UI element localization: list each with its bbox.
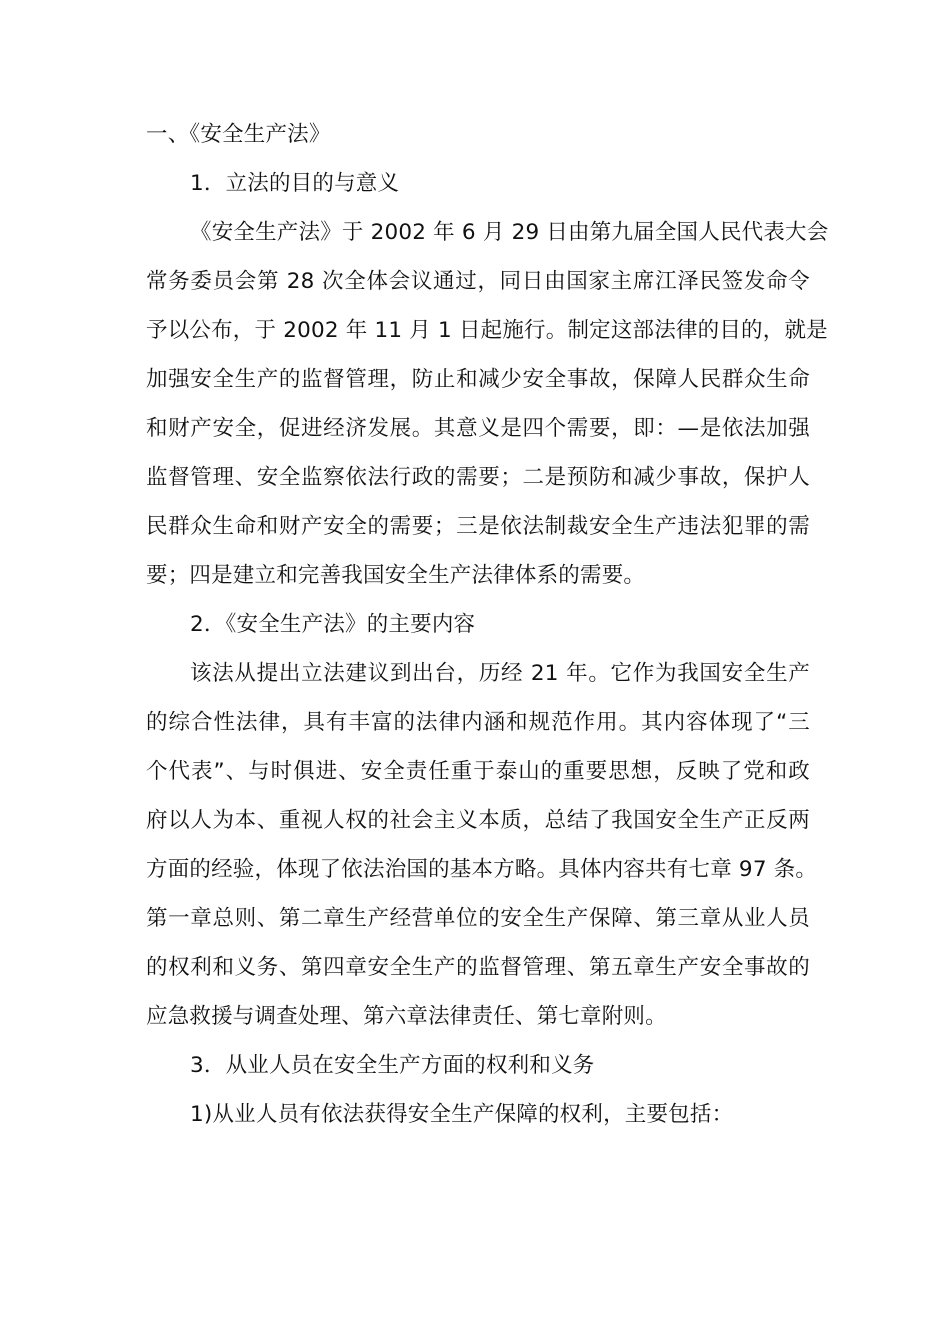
subsection-heading-3: 3．从业人员在安全生产方面的权利和义务 (190, 1053, 595, 1078)
document-page (146, 110, 829, 1139)
paragraph-2 (146, 649, 818, 1041)
paragraph-line: 加强安全生产的监督管理，防止和减少安全事故，保障人民群众生命 (146, 367, 810, 392)
paragraph-line: 《安全生产法》于 2002 年 6 月 29 日由第九届全国人民代表大会 (190, 220, 829, 245)
paragraph-line: 该法从提出立法建议到出台，历经 21 年。它作为我国安全生产 (190, 661, 810, 686)
paragraph-line: 要；四是建立和完善我国安全生产法律体系的需要。 (146, 563, 646, 588)
paragraph-line: 的综合性法律，具有丰富的法律内涵和规范作用。其内容体现了“三 (146, 710, 810, 735)
paragraph-line: 个代表”、与时俱进、安全责任重于泰山的重要思想，反映了党和政 (146, 759, 810, 784)
paragraph-line: 府以人为本、重视人权的社会主义本质，总结了我国安全生产正反两 (146, 808, 810, 833)
paragraph-line: 和财产安全，促进经济发展。其意义是四个需要，即：—是依法加强 (146, 416, 810, 441)
paragraph-line: 的权利和义务、第四章安全生产的监督管理、第五章生产安全事故的 (146, 955, 810, 980)
paragraph-line: 予以公布，于 2002 年 11 月 1 日起施行。制定这部法律的目的，就是 (146, 318, 828, 343)
paragraph-line: 常务委员会第 28 次全体会议通过，同日由国家主席江泽民签发命令 (146, 269, 810, 294)
paragraph-1 (146, 208, 829, 600)
list-item: 1)从业人员有依法获得安全生产保障的权利，主要包括： (190, 1102, 734, 1127)
subsection-heading-2: 2．《安全生产法》的主要内容 (190, 612, 476, 637)
section-heading: 一、《安全生产法》 (146, 122, 331, 147)
paragraph-line: 民群众生命和财产安全的需要；三是依法制裁安全生产违法犯罪的需 (146, 514, 810, 539)
paragraph-line: 监督管理、安全监察依法行政的需要；二是预防和减少事故，保护人 (146, 465, 810, 490)
paragraph-line: 方面的经验，体现了依法治国的基本方略。具体内容共有七章 97 条。 (146, 857, 818, 882)
subsection-heading-1: 1．立法的目的与意义 (190, 171, 400, 196)
paragraph-line: 应急救援与调查处理、第六章法律责任、第七章附则。 (146, 1004, 667, 1029)
paragraph-line: 第一章总则、第二章生产经营单位的安全生产保障、第三章从业人员 (146, 906, 810, 931)
